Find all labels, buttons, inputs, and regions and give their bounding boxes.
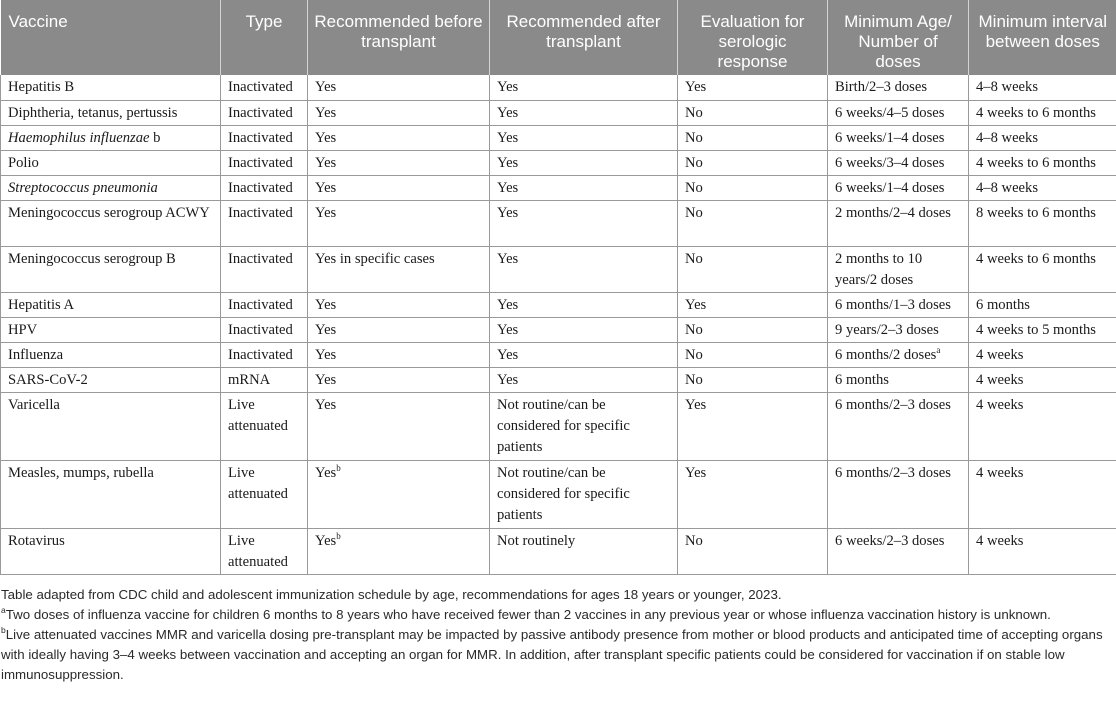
cell-type: [221, 342, 308, 367]
cell-before-transplant-text: Yes: [315, 179, 337, 196]
header-vaccine: Vaccine: [1, 0, 221, 75]
cell-before-transplant: [308, 392, 490, 460]
cell-before-transplant-text: Yes: [315, 129, 337, 146]
cell-type: [221, 75, 308, 100]
cell-after-transplant: [490, 200, 678, 246]
cell-vaccine: [1, 75, 221, 100]
cell-serologic: [678, 175, 828, 200]
cell-type-text: Inactivated: [228, 104, 293, 121]
cell-type-text: Inactivated: [228, 154, 293, 171]
cell-minimum-interval: [969, 150, 1116, 175]
cell-after-transplant: [490, 460, 678, 528]
cell-vaccine: [1, 292, 221, 317]
cell-after-transplant-text: Yes: [497, 79, 519, 95]
cell-type: [221, 317, 308, 342]
header-type: Type: [221, 0, 308, 75]
cell-type-text: Inactivated: [228, 179, 293, 196]
cell-after-transplant: [490, 75, 678, 100]
cell-type-text: Inactivated: [228, 79, 293, 95]
cell-serologic: [678, 392, 828, 460]
cell-serologic: [678, 460, 828, 528]
cell-vaccine-suffix: b: [149, 129, 161, 146]
cell-before-transplant: [308, 367, 490, 392]
cell-type: [221, 367, 308, 392]
table-row: [1, 200, 1116, 246]
cell-minimum-age-text: 2 months to 10 years/2 doses: [835, 250, 923, 288]
table-row: [1, 246, 1116, 292]
footnote-marker: b: [336, 530, 341, 541]
cell-before-transplant: [308, 100, 490, 125]
cell-type: [221, 460, 308, 528]
cell-minimum-age-text: 6 weeks/4–5 doses: [835, 104, 945, 121]
cell-minimum-age-text: 6 months/2–3 doses: [835, 464, 951, 481]
footnote-a-mark: a: [1, 604, 6, 615]
cell-type: [221, 100, 308, 125]
cell-type: [221, 246, 308, 292]
cell-minimum-age: [828, 75, 969, 100]
cell-minimum-interval-text: 4 weeks to 6 months: [976, 154, 1096, 171]
cell-after-transplant-text: Yes: [497, 296, 519, 313]
cell-type-text: Inactivated: [228, 321, 293, 338]
cell-after-transplant-text: Yes: [497, 346, 519, 363]
cell-before-transplant: [308, 292, 490, 317]
header-recommended-before: Recommended before transplant: [308, 0, 490, 75]
cell-minimum-age: [828, 367, 969, 392]
footnote-b: [1, 625, 1115, 685]
cell-after-transplant: [490, 342, 678, 367]
cell-minimum-age-text: 6 weeks/1–4 doses: [835, 179, 945, 196]
footnote-b-text: Live attenuated vaccines MMR and varicella dosing pre-transplant may be impacted by passive antibody presence from mother or blood products and anticipated time of accepting organs with ideally having 3–4 weeks between vaccination and accepting an organ for MMR. In addition, after transplant specific patients could be considered for vaccination if on stable low immunosuppression.: [1, 626, 1103, 682]
cell-vaccine-text: Rotavirus: [8, 532, 65, 549]
cell-vaccine: [1, 392, 221, 460]
table-row: [1, 150, 1116, 175]
cell-after-transplant-text: Yes: [497, 204, 519, 221]
cell-minimum-age: [828, 460, 969, 528]
cell-serologic: [678, 200, 828, 246]
cell-before-transplant-text: Yes: [315, 532, 337, 549]
cell-serologic-text: Yes: [685, 296, 707, 313]
cell-serologic: [678, 246, 828, 292]
footnote-marker: a: [936, 344, 941, 355]
cell-type-text: Live attenuated: [228, 396, 288, 434]
cell-after-transplant-text: Yes: [497, 321, 519, 338]
cell-after-transplant-text: Yes: [497, 179, 519, 196]
cell-vaccine: [1, 317, 221, 342]
cell-after-transplant: [490, 125, 678, 150]
cell-after-transplant: [490, 392, 678, 460]
cell-before-transplant-text: Yes: [315, 321, 337, 338]
cell-minimum-age: [828, 125, 969, 150]
cell-before-transplant-text: Yes: [315, 296, 337, 313]
cell-before-transplant-text: Yes: [315, 346, 337, 363]
footnote-source: Table adapted from CDC child and adolescent immunization schedule by age, recommendations for ages 18 years or younger, 2023.: [1, 586, 782, 602]
cell-minimum-interval: [969, 75, 1116, 100]
cell-minimum-interval: [969, 342, 1116, 367]
cell-minimum-age-text: 2 months/2–4 doses: [835, 204, 951, 221]
cell-type-text: Inactivated: [228, 250, 293, 267]
cell-minimum-interval: [969, 367, 1116, 392]
cell-minimum-interval-text: 4 weeks to 5 months: [976, 321, 1096, 338]
cell-vaccine-text: Influenza: [8, 346, 64, 363]
cell-serologic: [678, 100, 828, 125]
footnote-marker: b: [336, 462, 341, 473]
cell-minimum-interval: [969, 175, 1116, 200]
cell-serologic: [678, 125, 828, 150]
cell-vaccine-text: Varicella: [8, 396, 60, 413]
cell-vaccine-text: Streptococcus pneumonia: [8, 179, 158, 196]
cell-type-text: Inactivated: [228, 346, 293, 363]
header-recommended-after: Recommended after transplant: [490, 0, 678, 75]
cell-minimum-age: [828, 100, 969, 125]
cell-minimum-age: [828, 200, 969, 246]
cell-serologic-text: No: [685, 204, 703, 221]
cell-minimum-interval: [969, 200, 1116, 246]
cell-before-transplant: [308, 528, 490, 574]
cell-serologic-text: No: [685, 346, 703, 363]
cell-after-transplant: [490, 528, 678, 574]
cell-serologic: [678, 528, 828, 574]
footnote-a-text: Two doses of influenza vaccine for children 6 months to 8 years who have received fewer than 2 vaccines in any previous year or whose influenza vaccination history is unknown.: [5, 606, 1051, 622]
cell-minimum-age: [828, 528, 969, 574]
table-row: [1, 367, 1116, 392]
cell-vaccine: [1, 246, 221, 292]
cell-minimum-age-text: 6 weeks/2–3 doses: [835, 532, 945, 549]
cell-after-transplant-text: Yes: [497, 250, 519, 267]
cell-vaccine-text: Haemophilus influenzae: [8, 129, 150, 146]
cell-vaccine: [1, 175, 221, 200]
cell-vaccine: [1, 125, 221, 150]
cell-minimum-age-text: 6 months/1–3 doses: [835, 296, 951, 313]
cell-minimum-interval-text: 6 months: [976, 296, 1030, 313]
cell-type-text: Inactivated: [228, 296, 293, 313]
cell-after-transplant: [490, 175, 678, 200]
cell-minimum-interval: [969, 460, 1116, 528]
cell-before-transplant: [308, 342, 490, 367]
cell-before-transplant-text: Yes: [315, 104, 337, 121]
cell-type: [221, 292, 308, 317]
cell-after-transplant-text: Yes: [497, 129, 519, 146]
cell-type-text: Inactivated: [228, 129, 293, 146]
cell-serologic-text: No: [685, 129, 703, 146]
cell-minimum-age-text: 6 weeks/3–4 doses: [835, 154, 945, 171]
cell-minimum-interval: [969, 392, 1116, 460]
cell-vaccine-text: Meningococcus serogroup B: [8, 250, 176, 267]
cell-after-transplant-text: Not routinely: [497, 532, 576, 549]
cell-serologic-text: No: [685, 250, 703, 267]
cell-minimum-interval-text: 8 weeks to 6 months: [976, 204, 1096, 221]
cell-serologic-text: No: [685, 104, 703, 121]
cell-minimum-interval-text: 4–8 weeks: [976, 179, 1039, 196]
cell-minimum-age-text: Birth/2–3 doses: [835, 79, 928, 95]
table-row: [1, 100, 1116, 125]
cell-after-transplant-text: Not routine/can be considered for specific patients: [497, 464, 630, 523]
cell-after-transplant-text: Not routine/can be considered for specific patients: [497, 396, 630, 455]
cell-minimum-age-text: 6 months/2–3 doses: [835, 396, 951, 413]
cell-after-transplant: [490, 246, 678, 292]
footnote-b-mark: b: [1, 624, 6, 635]
cell-type: [221, 125, 308, 150]
cell-vaccine-text: Hepatitis A: [8, 296, 75, 313]
cell-vaccine-text: Meningococcus serogroup ACWY: [8, 204, 210, 221]
cell-vaccine-text: Measles, mumps, rubella: [8, 464, 154, 481]
cell-minimum-age: [828, 175, 969, 200]
cell-minimum-interval-text: 4 weeks to 6 months: [976, 104, 1096, 121]
cell-minimum-interval: [969, 100, 1116, 125]
cell-serologic-text: Yes: [685, 464, 707, 481]
cell-minimum-age: [828, 392, 969, 460]
cell-before-transplant: [308, 317, 490, 342]
cell-before-transplant-text: Yes: [315, 154, 337, 171]
cell-minimum-age-text: 6 months/2 doses: [835, 346, 937, 363]
cell-after-transplant: [490, 150, 678, 175]
cell-type: [221, 150, 308, 175]
cell-minimum-age: [828, 150, 969, 175]
cell-before-transplant-text: Yes: [315, 79, 337, 95]
header-serologic-evaluation: Evaluation for serologic response: [678, 0, 828, 75]
cell-serologic-text: No: [685, 154, 703, 171]
cell-serologic-text: No: [685, 179, 703, 196]
cell-minimum-interval: [969, 528, 1116, 574]
cell-serologic: [678, 292, 828, 317]
cell-type-text: Live attenuated: [228, 532, 288, 570]
cell-serologic: [678, 342, 828, 367]
cell-before-transplant: [308, 200, 490, 246]
cell-vaccine: [1, 100, 221, 125]
cell-minimum-age-text: 6 weeks/1–4 doses: [835, 129, 945, 146]
cell-after-transplant: [490, 367, 678, 392]
table-row: [1, 125, 1116, 150]
cell-before-transplant-text: Yes: [315, 464, 337, 481]
cell-serologic: [678, 75, 828, 100]
table-row: [1, 317, 1116, 342]
cell-serologic: [678, 317, 828, 342]
table-row: [1, 342, 1116, 367]
cell-serologic: [678, 150, 828, 175]
cell-type: [221, 200, 308, 246]
table-row: [1, 460, 1116, 528]
cell-type: [221, 528, 308, 574]
cell-minimum-age: [828, 317, 969, 342]
cell-serologic: [678, 367, 828, 392]
cell-vaccine-text: Diphtheria, tetanus, pertussis: [8, 104, 178, 121]
cell-serologic-text: No: [685, 371, 703, 388]
cell-minimum-age: [828, 246, 969, 292]
cell-minimum-interval: [969, 246, 1116, 292]
cell-minimum-interval-text: 4 weeks: [976, 464, 1024, 481]
cell-minimum-age-text: 6 months: [835, 371, 889, 388]
cell-after-transplant: [490, 317, 678, 342]
table-footnotes: [0, 575, 1115, 685]
cell-after-transplant-text: Yes: [497, 154, 519, 171]
cell-before-transplant: [308, 460, 490, 528]
cell-before-transplant: [308, 150, 490, 175]
cell-minimum-interval: [969, 125, 1116, 150]
cell-vaccine: [1, 460, 221, 528]
cell-vaccine-text: Hepatitis B: [8, 79, 75, 95]
header-minimum-interval: Minimum interval between doses: [969, 0, 1116, 75]
table-body: [1, 75, 1116, 574]
table-row: [1, 528, 1116, 574]
table-row: [1, 292, 1116, 317]
cell-minimum-age: [828, 342, 969, 367]
cell-type: [221, 175, 308, 200]
cell-before-transplant-text: Yes: [315, 204, 337, 221]
cell-minimum-interval-text: 4–8 weeks: [976, 79, 1039, 95]
cell-before-transplant: [308, 246, 490, 292]
cell-minimum-age: [828, 292, 969, 317]
table-header: [1, 0, 1116, 75]
cell-vaccine-text: HPV: [8, 321, 38, 338]
cell-vaccine: [1, 200, 221, 246]
header-row: [1, 0, 1116, 75]
cell-minimum-interval-text: 4 weeks: [976, 532, 1024, 549]
cell-minimum-interval-text: 4–8 weeks: [976, 129, 1039, 146]
cell-vaccine: [1, 150, 221, 175]
cell-vaccine: [1, 342, 221, 367]
cell-before-transplant: [308, 125, 490, 150]
cell-serologic-text: No: [685, 532, 703, 549]
header-minimum-age: Minimum Age/ Number of doses: [828, 0, 969, 75]
cell-minimum-interval-text: 4 weeks to 6 months: [976, 250, 1096, 267]
cell-vaccine: [1, 367, 221, 392]
cell-minimum-interval-text: 4 weeks: [976, 346, 1024, 363]
table-row: [1, 75, 1116, 100]
cell-before-transplant-text: Yes: [315, 396, 337, 413]
cell-vaccine: [1, 528, 221, 574]
cell-minimum-age-text: 9 years/2–3 doses: [835, 321, 939, 338]
cell-before-transplant-text: Yes in specific cases: [315, 250, 435, 267]
cell-before-transplant: [308, 175, 490, 200]
cell-serologic-text: No: [685, 321, 703, 338]
cell-minimum-interval: [969, 317, 1116, 342]
cell-type-text: Inactivated: [228, 204, 293, 221]
table-row: [1, 175, 1116, 200]
table-row: [1, 392, 1116, 460]
cell-after-transplant: [490, 292, 678, 317]
cell-after-transplant-text: Yes: [497, 371, 519, 388]
cell-type-text: mRNA: [228, 371, 271, 388]
cell-before-transplant-text: Yes: [315, 371, 337, 388]
cell-vaccine-text: SARS-CoV-2: [8, 371, 88, 388]
cell-type: [221, 392, 308, 460]
cell-after-transplant: [490, 100, 678, 125]
cell-serologic-text: Yes: [685, 396, 707, 413]
cell-minimum-interval-text: 4 weeks: [976, 396, 1024, 413]
cell-before-transplant: [308, 75, 490, 100]
cell-minimum-interval: [969, 292, 1116, 317]
footnote-a: [1, 605, 1115, 625]
cell-type-text: Live attenuated: [228, 464, 288, 502]
cell-vaccine-text: Polio: [8, 154, 39, 171]
cell-minimum-interval-text: 4 weeks: [976, 371, 1024, 388]
cell-serologic-text: Yes: [685, 79, 707, 95]
cell-after-transplant-text: Yes: [497, 104, 519, 121]
